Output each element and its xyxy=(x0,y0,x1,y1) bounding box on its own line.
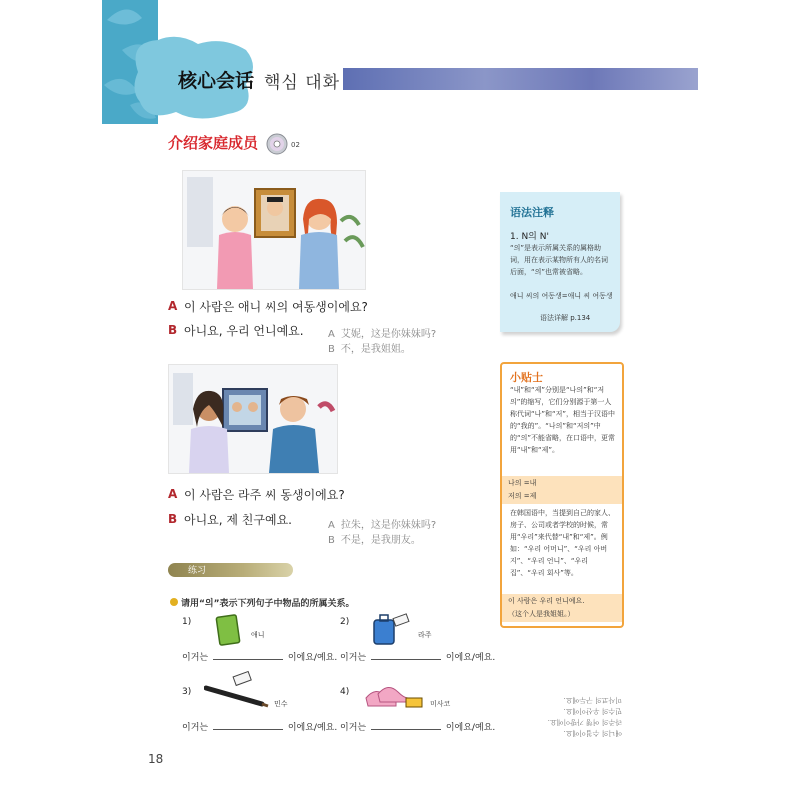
practice-item-3-sentence: 이거는 이에요/예요. xyxy=(182,723,338,733)
practice-item-4-owner: 미사코 xyxy=(430,700,451,708)
dialog1-translation-a: A 艾妮，这是你妹妹吗? xyxy=(328,329,437,340)
tip-paragraph-2: 在韩国语中，当提到自己的家人、房子、公司或者学校的时候，常用“우리”来代替“내”和“제”。例如：“우리 어머니”、“우리 아버지”、“우리 언니”、“우리 집”、“우리 회사”等。 xyxy=(510,509,615,577)
practice-item-2-owner: 라주 xyxy=(418,631,432,639)
practice-item-4-blank[interactable] xyxy=(371,721,441,730)
practice-item-3-blank[interactable] xyxy=(213,721,283,730)
dialog2-speaker-b: B xyxy=(168,512,178,526)
practice-item-2-number: 2) xyxy=(340,617,350,627)
grammar-note-body: “의”是表示所属关系的属格助词，用在表示某物所有人的名词后面，“의”也常被省略。 xyxy=(510,244,608,276)
tip-example-band-2 xyxy=(502,594,622,622)
tip-paragraph-1: “내”和“제”分别是“나의”和“저의”的缩写，它们分别源于第一人称代词“나”和“저”，相当于汉语中的“我的”。“나의”和“저의”中的“의”不能省略，在口语中，更常用“내”和“제”。 xyxy=(510,386,616,454)
practice-item-2-blank[interactable] xyxy=(371,651,441,660)
suitcase-icon xyxy=(370,612,412,648)
grammar-note-example: 애니 씨의 여동생=애니 씨 여동생 xyxy=(510,292,613,300)
dialog2-translation-a: A 拉朱，这是你妹妹吗? xyxy=(328,520,437,531)
grammar-note-title: 语法注释 xyxy=(510,206,554,219)
umbrella-icon xyxy=(204,670,274,710)
dialog1-speaker-a: A xyxy=(168,299,178,313)
tip-example-2a: 이 사람은 우리 언니예요. xyxy=(508,597,585,605)
section-title: 介绍家庭成员 xyxy=(168,134,259,152)
grammar-note-reference: 语法详解 p.134 xyxy=(540,314,591,322)
dialog1-speaker-b: B xyxy=(168,323,178,337)
practice-item-1-blank[interactable] xyxy=(213,651,283,660)
dialog1-translation-b: B 不，是我姐姐。 xyxy=(328,344,411,355)
dialog2-line-b: 아니요, 제 친구예요. xyxy=(184,513,292,527)
dialog2-translation-b: B 不是，是我朋友。 xyxy=(328,535,421,546)
practice-item-3-owner: 민수 xyxy=(274,700,288,708)
page-subtitle: 핵심 대화 xyxy=(264,73,341,93)
practice-item-4-sentence: 이거는 이에요/예요. xyxy=(340,723,496,733)
instruction-bullet-icon xyxy=(170,598,178,606)
audio-track-number: 02 xyxy=(291,141,300,149)
tip-title: 小贴士 xyxy=(510,371,543,384)
page-number: 18 xyxy=(148,752,164,766)
practice-item-3-number: 3) xyxy=(182,687,192,697)
dialog2-speaker-a: A xyxy=(168,487,178,501)
practice-label-bar xyxy=(168,563,293,577)
practice-item-4-number: 4) xyxy=(340,687,350,697)
practice-item-1-sentence: 이거는 이에요/예요. xyxy=(182,653,338,663)
header-stripe xyxy=(343,68,698,90)
dialog1-line-a: 이 사람은 애니 씨의 여동생이에요? xyxy=(184,300,368,314)
illustration-friends xyxy=(168,364,338,474)
answer-key-upside-down: 애니의 수첩이에요. 라주의 여행 가방이에요. 민수의 우산이에요. 미사코의 구두예요. xyxy=(547,696,622,737)
tip-example-2b: （这个人是我姐姐。） xyxy=(508,610,575,618)
practice-item-1-owner: 애니 xyxy=(251,631,265,639)
practice-instruction: 请用“의”表示下列句子中物品的所属关系。 xyxy=(181,599,355,609)
grammar-note-box xyxy=(500,192,620,332)
practice-item-1-number: 1) xyxy=(182,617,192,627)
dialog1-line-b: 아니요, 우리 언니예요. xyxy=(184,324,304,338)
tip-box xyxy=(500,362,624,628)
tip-example-1a: 나의 =내 xyxy=(508,479,537,487)
audio-cd-icon[interactable] xyxy=(266,133,288,155)
tip-example-band-1 xyxy=(502,476,622,504)
notebook-icon xyxy=(214,614,244,648)
illustration-sisters xyxy=(182,170,366,290)
practice-label: 练习 xyxy=(188,566,207,576)
practice-item-2-sentence: 이거는 이에요/예요. xyxy=(340,653,496,663)
shoes-icon xyxy=(362,672,426,712)
page-title: 核心会话 xyxy=(178,70,255,92)
grammar-note-heading: 1. N의 N' xyxy=(510,232,549,242)
tip-example-1b: 저의 =제 xyxy=(508,492,537,500)
dialog2-line-a: 이 사람은 라주 씨 동생이에요? xyxy=(184,488,345,502)
